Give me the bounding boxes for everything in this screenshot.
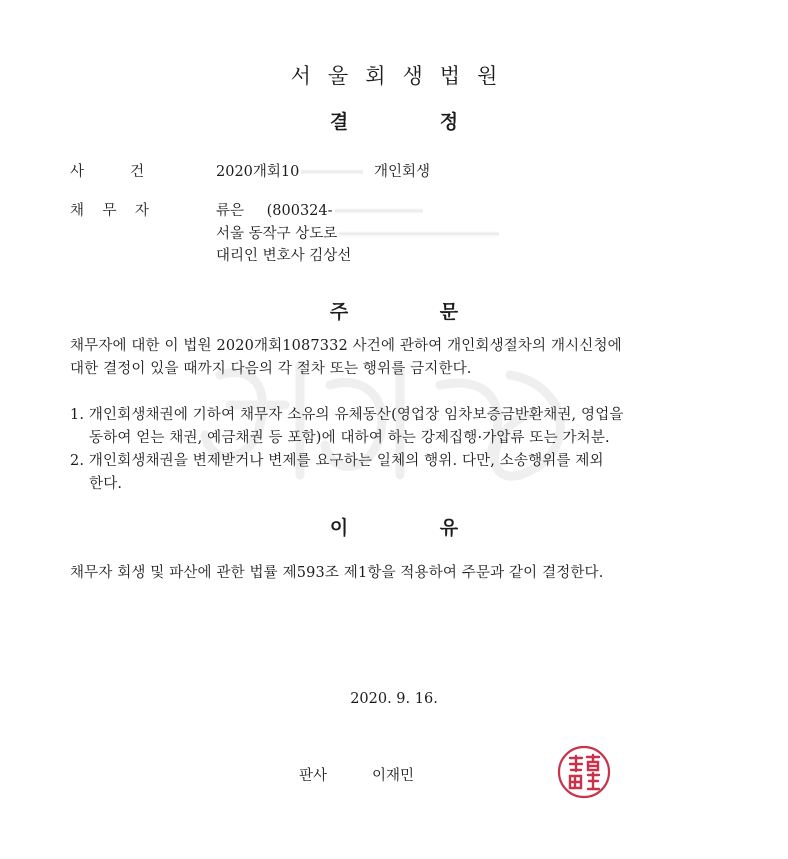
- debtor-representative: 대리인 변호사 김상선: [216, 248, 352, 264]
- order-item-1-line-2: 동하여 얻는 채권, 예금채권 등 포함)에 대하여 하는 강제집행·가압류 또는 가처분.: [70, 430, 610, 446]
- debtor-name: 류은: [216, 203, 245, 219]
- order-item-2-line-2: 한다.: [70, 476, 123, 492]
- case-type: 개인회생: [373, 164, 431, 180]
- court-name: 서울회생법원: [290, 64, 515, 88]
- order-intro-line-2: 대한 결정이 있을 때까지 다음의 각 절차 또는 행위를 금지한다.: [70, 361, 472, 377]
- reason-heading: 이 유: [329, 517, 459, 539]
- redacted-block: [301, 169, 363, 175]
- case-value: [216, 160, 430, 181]
- reason-text: 채무자 회생 및 파산에 관한 법률 제593조 제1항을 적용하여 주문과 같이 결정한다.: [70, 565, 604, 581]
- debtor-name-line: [216, 199, 423, 220]
- order-heading: 주 문: [329, 301, 459, 323]
- redacted-block: [335, 208, 423, 214]
- debtor-address: 서울 동작구 상도로: [216, 226, 338, 242]
- case-label: 사 건: [70, 164, 145, 180]
- debtor-address-line: [216, 222, 499, 243]
- debtor-label: 채 무 자: [70, 203, 149, 219]
- case-number: 2020개회10: [216, 164, 300, 180]
- debtor-id: (800324-: [266, 203, 333, 219]
- order-item-2-line-1: 2. 개인회생채권을 변제받거나 변제를 요구하는 일체의 행위. 다만, 소송행위를 제외: [70, 453, 604, 469]
- judge-seal-stamp: [556, 744, 612, 800]
- document-title: 결 정: [329, 111, 459, 133]
- redacted-block: [339, 231, 499, 237]
- judge-label: 판사: [299, 768, 328, 784]
- order-intro-line-1: 채무자에 대한 이 법원 2020개회1087332 사건에 관하여 개인회생절차의 개시신청에: [70, 338, 622, 354]
- decision-date: 2020. 9. 16.: [350, 691, 438, 707]
- order-item-1-line-1: 1. 개인회생채권에 기하여 채무자 소유의 유체동산(영업장 임차보증금반환채권, 영업을: [70, 407, 624, 423]
- judge-name: 이재민: [372, 768, 415, 784]
